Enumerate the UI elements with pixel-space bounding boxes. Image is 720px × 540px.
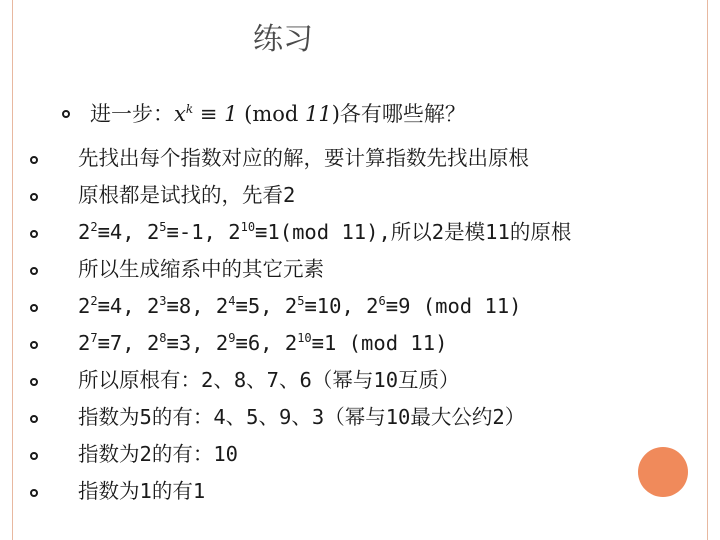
congruence-text: ≡3, bbox=[166, 331, 216, 355]
bullet-line bbox=[30, 177, 571, 214]
power-base: 2 bbox=[284, 294, 298, 318]
bullet-icon bbox=[30, 341, 38, 349]
bullet-line bbox=[30, 473, 571, 510]
congruence-text: ≡7, bbox=[97, 331, 147, 355]
power-exponent: 4 bbox=[228, 294, 236, 308]
congruence-text: ≡6, bbox=[235, 331, 285, 355]
bullet-list bbox=[30, 140, 571, 510]
bullet-text: 先找出每个指数对应的解，要计算指数先找出原根 bbox=[78, 146, 529, 170]
intro-math-one: 1 bbox=[224, 102, 238, 126]
intro-bullet-icon bbox=[62, 110, 70, 118]
power-exponent: 2 bbox=[90, 294, 98, 308]
power-exponent: 6 bbox=[378, 294, 386, 308]
slide-title: 练习 bbox=[253, 22, 313, 57]
power-base: 2 bbox=[146, 331, 160, 355]
power-base: 2 bbox=[78, 220, 91, 244]
congruence-text: ≡1(mod 11),所以2是模11的原根 bbox=[255, 220, 572, 244]
intro-math-x: x bbox=[174, 102, 186, 126]
bullet-line bbox=[30, 214, 571, 251]
power-base: 2 bbox=[215, 331, 229, 355]
congruence-text: ≡1 (mod 11) bbox=[311, 331, 448, 355]
bullet-line bbox=[30, 399, 571, 436]
power-exponent: 3 bbox=[159, 294, 167, 308]
congruence-text: ≡5, bbox=[235, 294, 285, 318]
bullet-line bbox=[30, 288, 571, 325]
bullet-icon bbox=[30, 452, 38, 460]
power-base: 2 bbox=[228, 220, 241, 244]
congruence-text: ≡-1, bbox=[166, 220, 229, 244]
intro-math-11: 11 bbox=[305, 102, 332, 126]
congruence-text: ≡4, bbox=[97, 294, 147, 318]
bullet-line bbox=[30, 251, 571, 288]
power-base: 2 bbox=[366, 294, 379, 318]
power-base: 2 bbox=[215, 294, 229, 318]
power-exponent: 5 bbox=[159, 220, 167, 234]
power-exponent: 10 bbox=[240, 220, 256, 234]
intro-prefix: 进一步： bbox=[90, 102, 174, 126]
bullet-text: 所以生成缩系中的其它元素 bbox=[78, 257, 324, 281]
intro-suffix: )各有哪些解？ bbox=[331, 102, 466, 126]
power-exponent: 10 bbox=[297, 331, 312, 345]
bullet-icon bbox=[30, 489, 38, 497]
congruence-text: ≡8, bbox=[166, 294, 216, 318]
intro-math-equiv: ≡ bbox=[193, 102, 225, 126]
bullet-line bbox=[30, 140, 571, 177]
congruence-text: ≡4, bbox=[97, 220, 147, 244]
bullet-text: 指数为1的有1 bbox=[78, 479, 206, 503]
bullet-icon bbox=[30, 156, 38, 164]
decorative-orange-circle-icon bbox=[638, 447, 688, 497]
bullet-text: 所以原根有：2、8、7、6（幂与10互质） bbox=[78, 368, 460, 392]
bullet-icon bbox=[30, 378, 38, 386]
congruence-text: ≡9 (mod 11) bbox=[385, 294, 522, 318]
slide-frame-left bbox=[12, 0, 13, 540]
power-exponent: 5 bbox=[297, 294, 305, 308]
intro-math-k: k bbox=[185, 102, 194, 116]
intro-math-mod: (mod bbox=[237, 102, 305, 126]
bullet-line bbox=[30, 325, 571, 362]
bullet-icon bbox=[30, 304, 38, 312]
power-base: 2 bbox=[284, 331, 298, 355]
power-base: 2 bbox=[78, 331, 91, 355]
intro-line bbox=[90, 98, 466, 128]
slide-frame-right bbox=[707, 0, 708, 540]
bullet-text: 指数为5的有：4、5、9、3（幂与10最大公约2） bbox=[78, 405, 526, 429]
power-base: 2 bbox=[78, 294, 91, 318]
bullet-line bbox=[30, 362, 571, 399]
power-exponent: 7 bbox=[90, 331, 98, 345]
bullet-text: 指数为2的有：10 bbox=[78, 442, 239, 466]
power-exponent: 2 bbox=[90, 220, 98, 234]
bullet-icon bbox=[30, 230, 38, 238]
power-exponent: 9 bbox=[228, 331, 236, 345]
bullet-icon bbox=[30, 267, 38, 275]
power-exponent: 8 bbox=[159, 331, 167, 345]
congruence-text: ≡10, bbox=[304, 294, 367, 318]
bullet-icon bbox=[30, 415, 38, 423]
bullet-icon bbox=[30, 193, 38, 201]
bullet-line bbox=[30, 436, 571, 473]
bullet-text: 原根都是试找的，先看2 bbox=[78, 183, 296, 207]
power-base: 2 bbox=[146, 220, 160, 244]
power-base: 2 bbox=[146, 294, 160, 318]
